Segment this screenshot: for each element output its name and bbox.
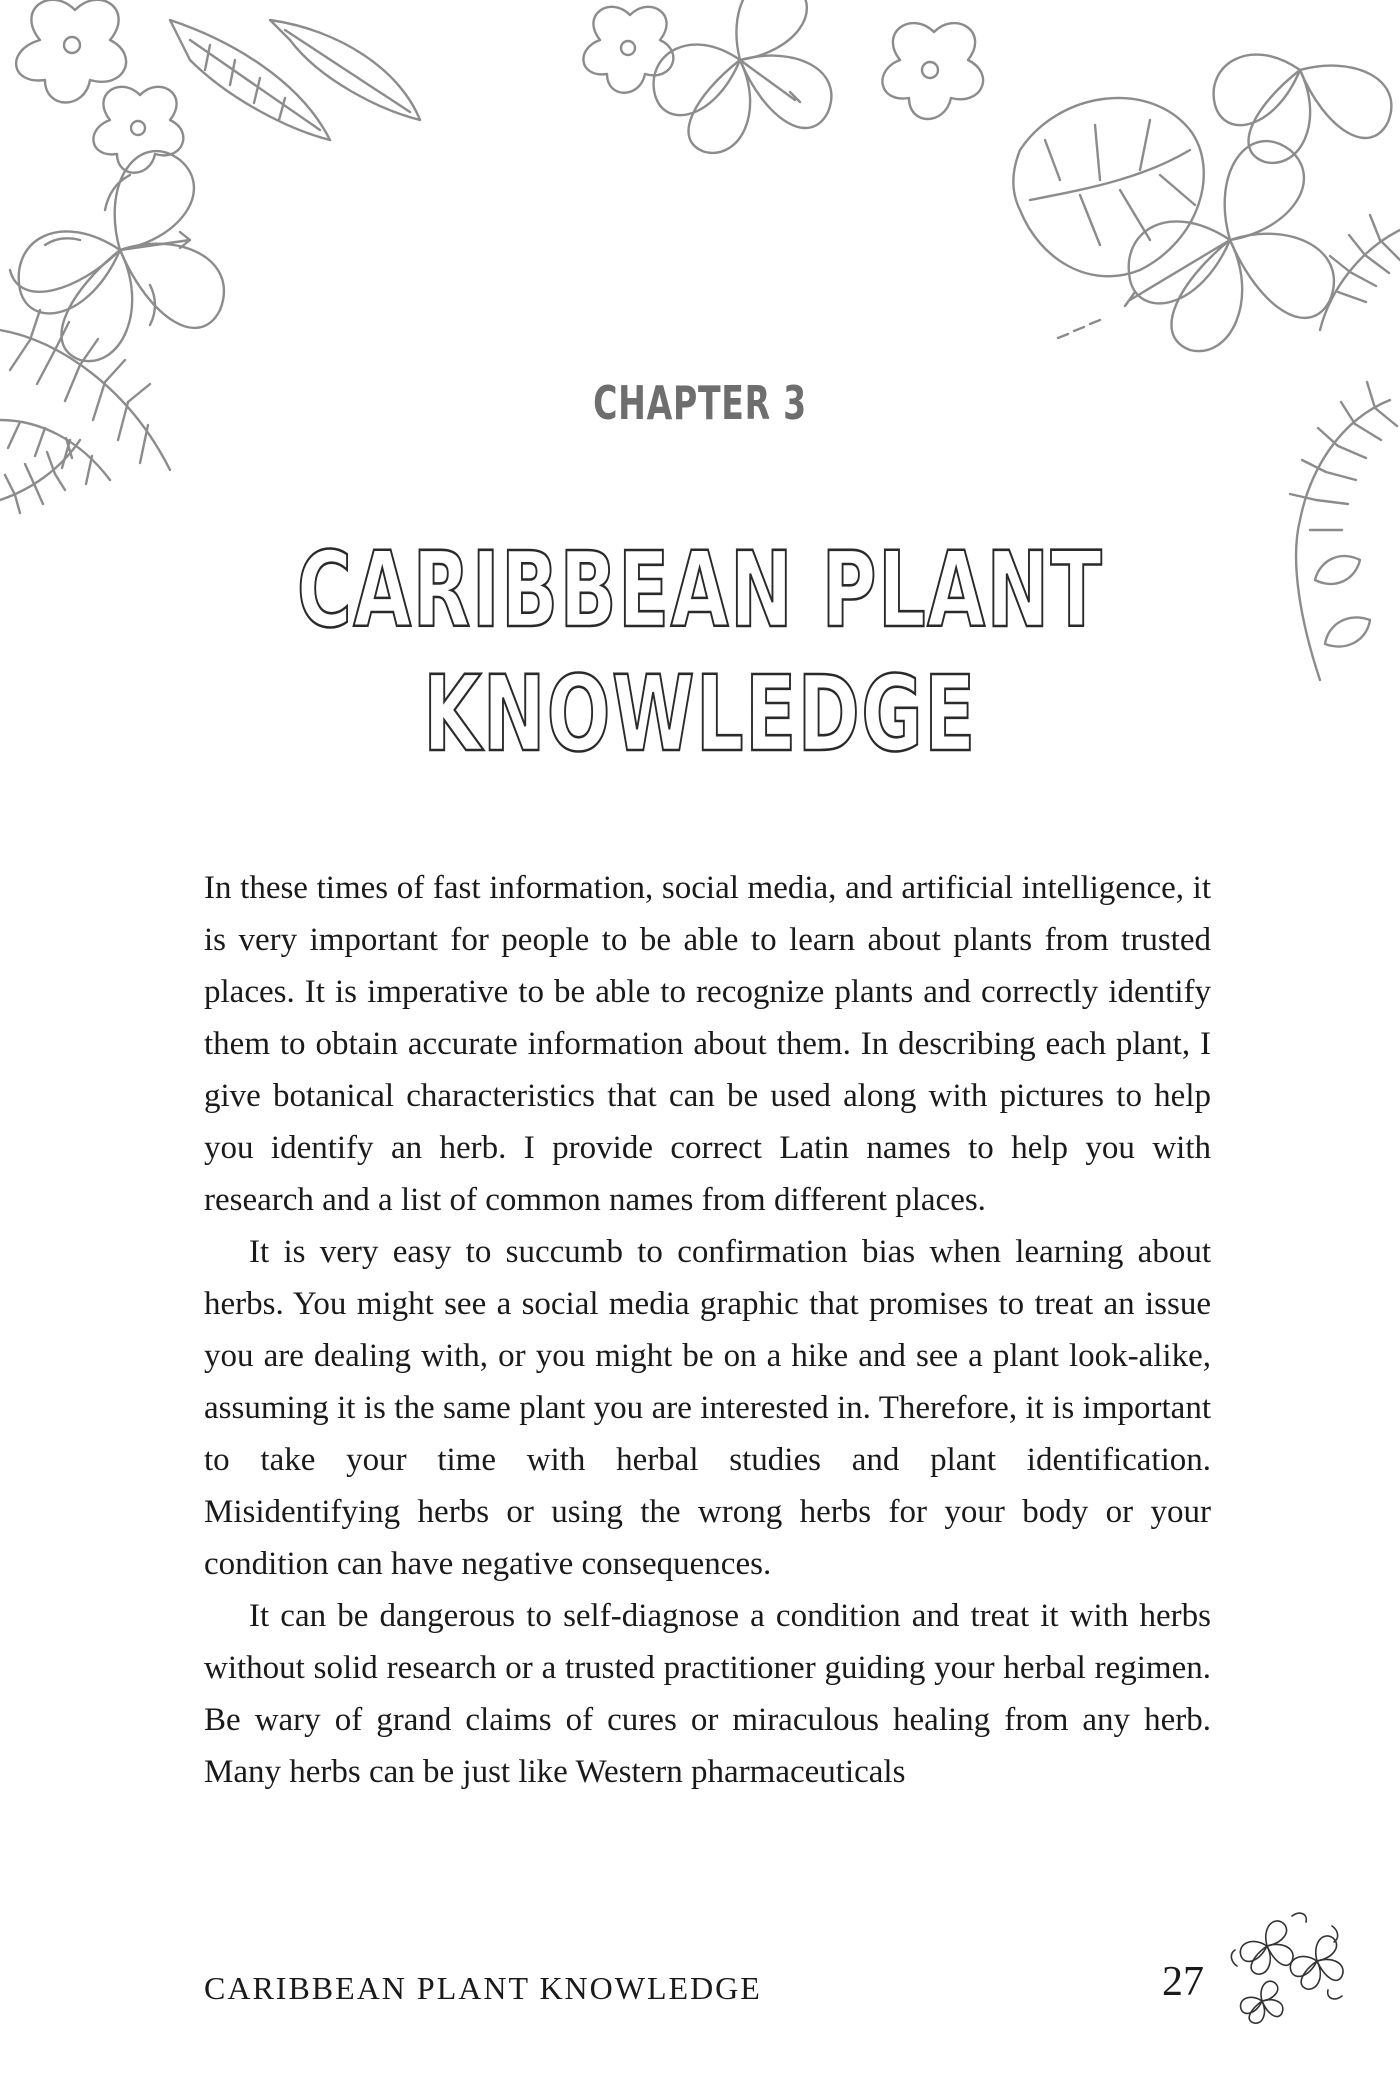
running-title: CARIBBEAN PLANT KNOWLEDGE xyxy=(204,1970,762,2006)
hibiscus-flower-top xyxy=(654,0,832,153)
body-text xyxy=(204,862,1211,1798)
chapter-title xyxy=(0,528,1400,776)
hibiscus-flower-top-right xyxy=(1214,55,1392,163)
hibiscus-flower-left xyxy=(10,151,224,361)
paragraph: It is very easy to succumb to confirmation bias when learning about herbs. You might see a social media graphic that promises to treat an issue you are dealing with, or you might be on a hike and see a plant look-alike, assuming it is the same plant you are interested in. Therefore, it is important to take your time with herbal studies and plant identification. Misidentifying herbs or using the wrong herbs for your body or your condition can have negative consequences. xyxy=(204,1234,1211,1582)
chapter-title-line-1: CARIBBEAN PLANT xyxy=(296,529,1104,651)
chapter-title-line-2: KNOWLEDGE xyxy=(423,653,977,775)
page-number: 27 xyxy=(1162,1959,1204,2005)
palm-leaf-left xyxy=(0,310,170,484)
frangipani-top xyxy=(583,7,983,119)
banana-leaf-top-left xyxy=(170,20,420,140)
paragraph: In these times of fast information, social media, and artificial intelligence, it is very important for people to be able to learn about plants from trusted places. It is imperative to be able to recognize plants and correctly identify them to obtain accurate information about them. In describing each plant, I give botanical characteristics that can be used along with pictures to help you identify an herb. I provide correct Latin names to help you with research and a list of common names from different places. xyxy=(204,870,1211,1218)
monstera-leaf-right xyxy=(1013,98,1204,276)
chapter-number: CHAPTER 3 xyxy=(593,376,807,430)
paragraph: It can be dangerous to self-diagnose a condition and treat it with herbs without solid research or a trusted practitioner guiding your herbal regimen. Be wary of grand claims of cures or miraculous healing from any herb. Many herbs can be just like Western pharmaceuticals xyxy=(204,1598,1211,1790)
hibiscus-cluster-icon xyxy=(1222,1906,1362,2036)
frangipani-left xyxy=(16,0,183,173)
